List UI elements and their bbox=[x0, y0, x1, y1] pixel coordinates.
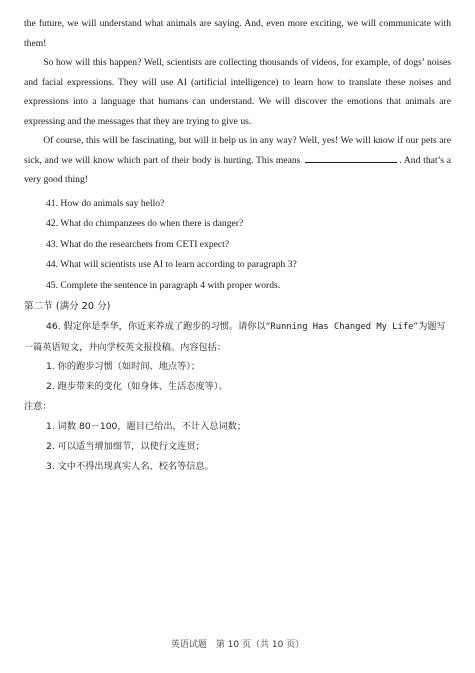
question-44: 44. What will scientists use AI to learn according to paragraph 3? bbox=[46, 259, 297, 270]
passage-paragraph-continued: the future, we will understand what animals are saying. And, even more exciting, we will communicate with them! bbox=[24, 18, 451, 49]
section-two-title: 第二节 (满分 20 分) bbox=[24, 301, 111, 312]
notes-title: 注意： bbox=[24, 401, 52, 412]
page-footer: 英语试题 第 10 页（共 10 页） bbox=[170, 640, 305, 650]
question-list bbox=[24, 194, 451, 297]
writing-task-prompt bbox=[24, 317, 451, 357]
answer-blank bbox=[305, 151, 397, 163]
note-item-2: 2. 可以适当增加细节，以使行文连贯； bbox=[46, 441, 205, 452]
note-item-3: 3. 文中不得出现真实人名、校名等信息。 bbox=[46, 461, 214, 472]
question-43: 43. What do the researchers from CETI expect? bbox=[46, 238, 230, 250]
note-item-1: 1. 词数 80－100，题目已给出，不计入总词数； bbox=[46, 421, 247, 432]
passage-paragraph-3: So how will this happen? Well, scientists are collecting thousands of videos, for example, of dogs’ noises and facial expressions. They will use AI (artificial intelligence) to learn how to translate these noises and expressions into a language that humans can understand. We will discover the emotions that animals are expressing and the messages that they are trying to give us. bbox=[24, 57, 451, 127]
task-prefix: 46. 假定你是李华，你近来养成了跑步的习惯。请你以“ bbox=[46, 321, 271, 332]
question-41: 41. How do animals say hello? bbox=[46, 197, 165, 209]
question-42: 42. What do chimpanzees do when there is danger? bbox=[46, 218, 244, 229]
content-item-1: 1. 你的跑步习惯（如时间、地点等）； bbox=[46, 361, 201, 372]
exam-page bbox=[24, 14, 451, 477]
paragraph-4-text-before: Of course, this will be fascinating, but will it help us in any way? Well, yes! We will know if our pets are sick, and we will know which part of their body is hurting. This means bbox=[24, 135, 451, 166]
content-item-2: 2. 跑步带来的变化（如身体、生活态度等）。 bbox=[46, 381, 228, 392]
task-essay-title: Running Has Changed My Life bbox=[270, 322, 414, 332]
passage-paragraph-4 bbox=[24, 131, 451, 190]
question-45: 45. Complete the sentence in paragraph 4 with proper words. bbox=[46, 279, 281, 291]
paragraph-4-text-after: . And that’s a very good thing! bbox=[24, 154, 451, 185]
task-suffix: ”为题写一篇英语短文，并向学校英文报投稿。内容包括： bbox=[24, 321, 446, 353]
